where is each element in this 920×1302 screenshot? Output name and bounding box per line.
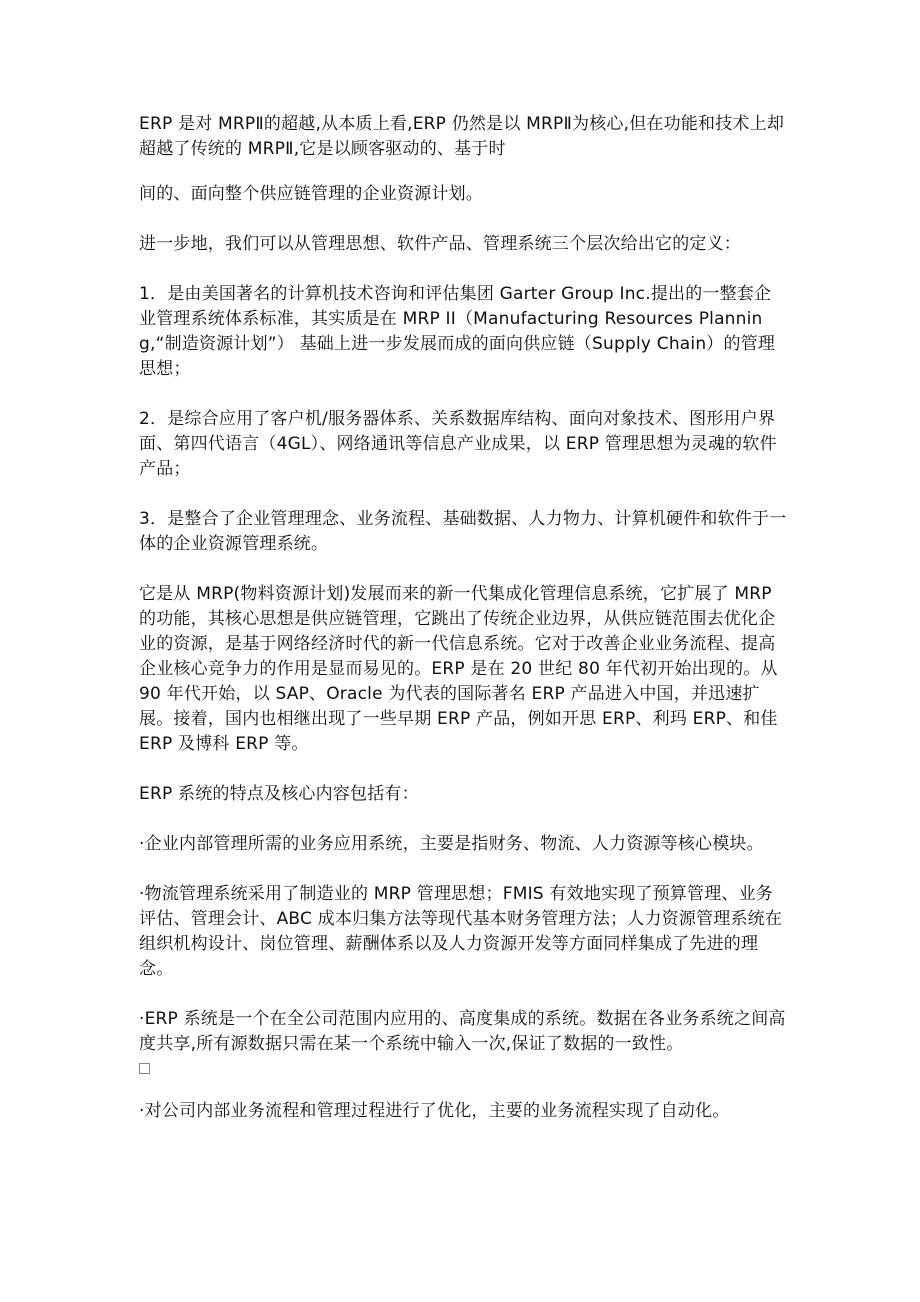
paragraph-definition-3: 3．是整合了企业管理理念、业务流程、基础数据、人力物力、计算机硬件和软件于一体的企业资源管理系统。 (139, 509, 787, 554)
paragraph-feature-3-block (139, 1007, 788, 1074)
paragraph-features-lead: ERP 系统的特点及核心内容包括有： (139, 784, 419, 804)
paragraph-feature-2: ·物流管理系统采用了制造业的 MRP 管理思想；FMIS 有效地实现了预算管理、业务评估、管理会计、ABC 成本归集方法等现代基本财务管理方法；人力资源管理系统在组织机构设计、岗位管理、薪酬体系以及人力资源开发等方面同样集成了先进的理念。 (139, 884, 783, 979)
paragraph-definition-1: 1．是由美国著名的计算机技术咨询和评估集团 Garter Group Inc.提出的一整套企业管理系统体系标准，其实质是在 MRP II（Manufacturing Resources Planning,“制造资源计划”） 基础上进一步发展而成的面向供应链（Supply Chain）的管理思想； (139, 284, 776, 379)
paragraph-definition-2: 2．是综合应用了客户机/服务器体系、关系数据库结构、面向对象技术、图形用户界面、第四代语言（4GL）、网络通讯等信息产业成果，以 ERP 管理思想为灵魂的软件产品； (139, 409, 777, 479)
missing-glyph-icon (139, 1063, 150, 1074)
paragraph-feature-4: ·对公司内部业务流程和管理过程进行了优化，主要的业务流程实现了自动化。 (139, 1101, 730, 1121)
paragraph-erp-intro: ERP 是对 MRPⅡ的超越,从本质上看,ERP 仍然是以 MRPⅡ为核心,但在功能和技术上却超越了传统的 MRPⅡ,它是以顾客驱动的、基于时 (139, 114, 785, 159)
paragraph-definition-lead: 进一步地，我们可以从管理思想、软件产品、管理系统三个层次给出它的定义： (139, 234, 741, 254)
paragraph-feature-3: ·ERP 系统是一个在全公司范围内应用的、高度集成的系统。数据在各业务系统之间高度共享,所有源数据只需在某一个系统中输入一次,保证了数据的一致性。 (139, 1009, 786, 1054)
paragraph-erp-intro-continued: 间的、面向整个供应链管理的企业资源计划。 (139, 184, 483, 204)
paragraph-feature-1: ·企业内部管理所需的业务应用系统，主要是指财务、物流、人力资源等核心模块。 (139, 834, 764, 854)
paragraph-erp-history: 它是从 MRP(物料资源计划)发展而来的新一代集成化管理信息系统，它扩展了 MRP 的功能，其核心思想是供应链管理，它跳出了传统企业边界，从供应链范围去优化企业的资源，是基于网络经济时代的新一代信息系统。它对于改善企业业务流程、提高企业核心竞争力的作用是显而易见的。ERP 是在 20 世纪 80 年代初开始出现的。从 90 年代开始，以 SAP、Oracle 为代表的国际著名 ERP 产品进入中国，并迅速扩展。接着，国内也相继出现了一些早期 ERP 产品，例如开思 ERP、利玛 ERP、和佳 ERP 及博科 ERP 等。 (139, 584, 778, 754)
